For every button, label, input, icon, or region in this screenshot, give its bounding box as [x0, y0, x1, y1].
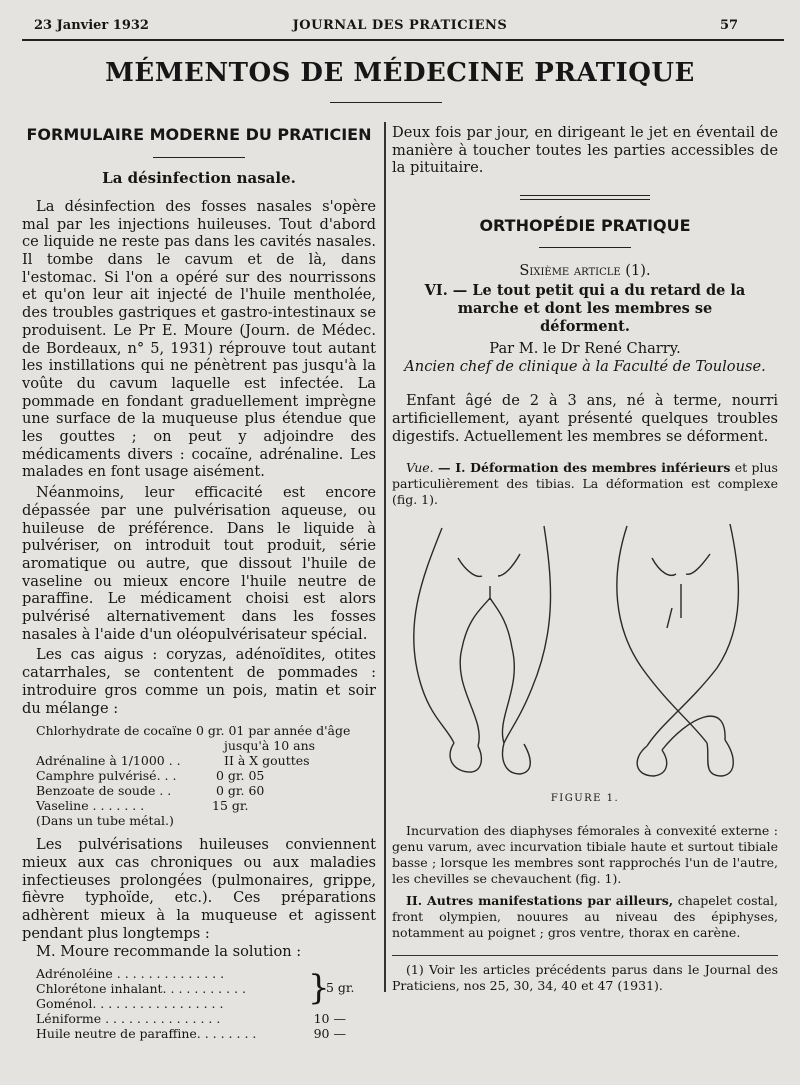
other-manifestations: II. Autres manifestations par ailleurs, chapelet costal, front olympien, nouures au niveau des épiphyses, notamment au poignet ; gros ventre, thorax en carène.: [392, 893, 778, 941]
paragraph: Enfant âgé de 2 à 3 ans, né à terme, nourri artificiellement, ayant présenté quelques troubles digestifs. Actuellement les membres se déforment.: [392, 392, 778, 445]
paragraph: M. Moure recommande la solution :: [36, 942, 302, 960]
left-column: [22, 126, 376, 1041]
formula-row: Adrénaline à 1/1000 . . II à X gouttes: [36, 753, 310, 769]
paragraph: Néanmoins, leur efficacité est encore dépassée par une pulvérisation aqueuse, ou huileuse de préférence. Dans le liquide à pulvériser, on introduit tout produit, série aromatique ou autre, que dissout l'huile de vaseline ou mieux encore l'huile neutre de paraffine. Le médicament choisi est alors pulvérisé alternativement dans les fosses nasales à l'aide d'un oléopulvérisateur spécial.: [22, 484, 376, 643]
footnote-rule: [392, 955, 778, 956]
paragraph: Deux fois par jour, en dirigeant le jet en éventail de manière à toucher toutes les parties accessibles de la pituitaire.: [392, 124, 778, 177]
formula-solution: [36, 966, 376, 1041]
formula-row: Léniforme . . . . . . . . . . . . . . . 10 —: [36, 1011, 346, 1027]
subtitle-desinfection: La désinfection nasale.: [102, 169, 296, 188]
header-rule: [22, 39, 784, 41]
paragraph: La désinfection des fosses nasales s'opère mal par les injections huileuses. Tout d'abord ce liquide ne reste pas dans les cavités nasales. Il tombe dans le cavum et de là, dans l'estomac. Si l'on a opéré sur des nourrissons et qu'on leur ait injecté de l'huile mentholée, des troubles gastriques et gastro-intestinaux se produisent. Le Pr E. Moure (Journ. de Médec. de Bordeaux, n° 5, 1931) réprouve tout autant les instillations qui ne pénètrent pas jusqu'à la voûte du cavum laquelle est infectée. La pommade en fondant graduellement imprègne une surface de la muqueuse plus étendue que les gouttes ; on peut y adjoindre des médicaments divers : cocaïne, adrénaline. Les malades en font usage aisément.: [22, 197, 376, 481]
article-title: VI. — Le tout petit qui a du retard de la marche et dont les membres se déforment.: [424, 282, 746, 336]
section-rule: [153, 157, 245, 159]
double-rule: [520, 195, 650, 200]
figure-caption: FIGURE 1.: [550, 792, 620, 804]
formula-row: Vaseline . . . . . . . 15 gr.: [36, 798, 249, 814]
paragraph: Les pulvérisations huileuses conviennent mieux aux cas chroniques ou aux maladies infectieuses prolongées (pulmonaires, grippe, fièvre typhoïde, etc.). Ces préparations adhèrent mieux à la muqueuse et agissent pendant plus longtemps :: [22, 836, 376, 942]
paragraph: Les cas aigus : coryzas, adénoïdites, otites catarrhales, se contentent de pommades : introduire gros comme un pois, matin et soir du mélange :: [22, 646, 376, 717]
column-divider: [384, 122, 386, 992]
right-column: [392, 124, 778, 994]
formula-row: jusqu'à 10 ans: [224, 738, 316, 754]
byline: Par M. le Dr René Charry.: [489, 340, 681, 358]
section-title-orthopedie: ORTHOPÉDIE PRATIQUE: [479, 216, 691, 236]
affiliation: Ancien chef de clinique à la Faculté de Toulouse.: [404, 357, 766, 375]
footnote: (1) Voir les articles précédents parus dans le Journal des Praticiens, nos 25, 30, 34, 40 et 47 (1931).: [392, 962, 778, 994]
group-dose: 5 gr.: [326, 980, 355, 996]
formula-pommade: [36, 723, 376, 828]
formula-row: Goménol. . . . . . . . . . . . . . . . .: [36, 996, 224, 1012]
formula-row: Chlorhydrate de cocaïne 0 gr. 01 par année d'âge: [36, 723, 351, 739]
formula-row: Adrénoléine . . . . . . . . . . . . . .: [36, 966, 225, 982]
brace: }: [308, 968, 330, 1009]
formula-row: (Dans un tube métal.): [36, 813, 174, 829]
title-rule: [330, 102, 442, 103]
header-date: 23 Janvier 1932: [34, 18, 149, 33]
section-title-formulaire: FORMULAIRE MODERNE DU PRATICIEN: [26, 125, 372, 144]
page-title: MÉMENTOS DE MÉDECINE PRATIQUE: [105, 58, 695, 88]
section-rule: [539, 247, 631, 249]
formula-row: Huile neutre de paraffine. . . . . . . . 90 —: [36, 1026, 346, 1042]
figure-description: Incurvation des diaphyses fémorales à convexité externe : genu varum, avec incurvation tibiale haute et surtout tibiale basse ; lorsque les membres sont rapprochés l'un de l'autre, les chevilles se chevauchent (fig. 1).: [392, 823, 778, 887]
page-number: 57: [720, 18, 739, 33]
article-number: Sixième article (1).: [519, 262, 651, 280]
legs-illustration: [392, 518, 778, 788]
formula-row: Benzoate de soude . . 0 gr. 60: [36, 783, 265, 799]
formula-row: Chlorétone inhalant. . . . . . . . . . .: [36, 981, 246, 997]
journal-name: JOURNAL DES PRATICIENS: [292, 18, 508, 33]
vue-section: Vue. — I. Déformation des membres inférieurs et plus particulièrement des tibias. La déformation est complexe (fig. 1).: [392, 459, 778, 507]
formula-row: Camphre pulvérisé. . . 0 gr. 05: [36, 768, 265, 784]
figure-1: [392, 518, 778, 788]
